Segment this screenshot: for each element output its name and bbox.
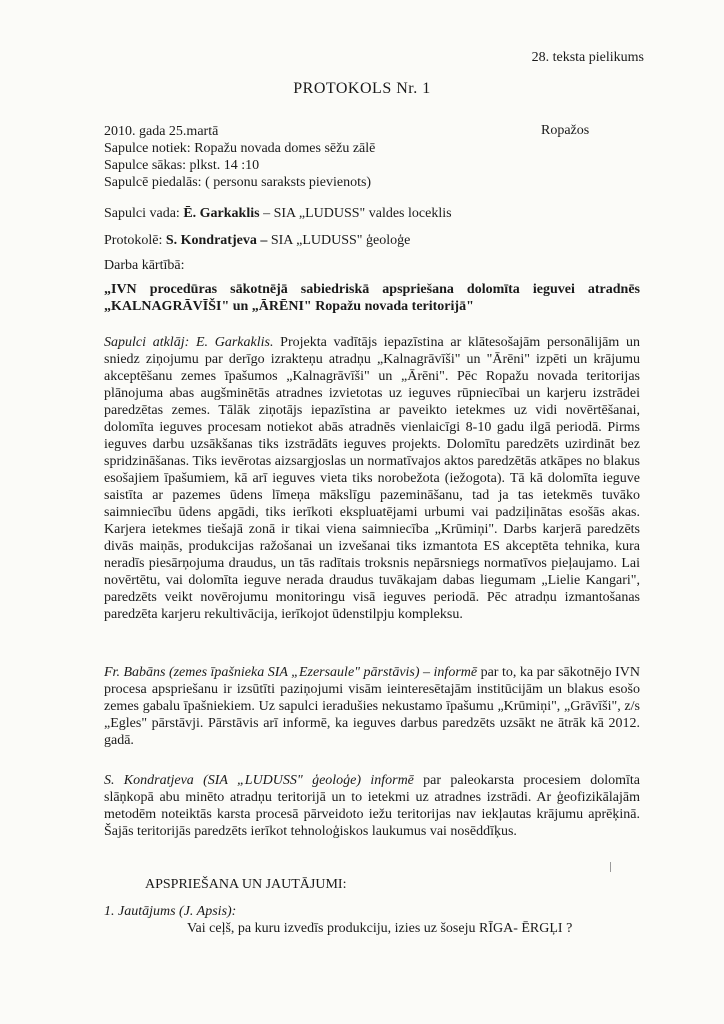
opening-speaker: Sapulci atklāj: E. Garkaklis. (104, 335, 274, 350)
paragraph-kondratjeva (104, 772, 640, 840)
agenda-heading: „IVN procedūras sākotnējā sabiedriskā apspriešana dolomīta ieguvei atradnēs „KALNAGRĀVĪŠI" un „ĀRĒNI" Ropažu novada teritorijā" (104, 282, 640, 314)
paragraph-babans (104, 664, 640, 749)
meeting-meta (104, 123, 375, 191)
chair-label: Sapulci vada: (104, 206, 184, 221)
chair-line (104, 206, 452, 222)
chair-name: Ē. Garkaklis (183, 206, 260, 221)
babans-text: par to, ka par sākotnējo IVN procesa apspriešanu ir izsūtīti paziņojumi visām ieinteresētajām institūcijām un blakus esošo zemes gabalu īpašniekiem. Uz sapulci ieradušies nekustamo īpašumu „Krūmiņi", „Grāvīši", z/s „Egles" pārstāvji. Pārstāvis arī informē, ka ieguves darbus paredzēts uzsākt ne ātrāk kā 2012. gadā. (104, 665, 640, 748)
discussion-heading: APSPRIEŠANA UN JAUTĀJUMI: (145, 877, 347, 892)
protocol-title: PROTOKOLS Nr. 1 (293, 80, 431, 97)
kondratjeva-text: par paleokarsta procesiem dolomīta slāņkopā abu minēto atradņu teritorijā un to ietekmi uz atradnes izstrādi. Ar ģeofizikālajām metodēm noteiktās karsta procesā pārveidoto iežu teritorijas nav iekļautas krājumu aprēķinā. Šajās teritorijās paredzēts ierīkot tehnoloģiskos laukumus vai nosēddīķus. (104, 773, 640, 839)
meeting-place: Ropažos (541, 123, 590, 138)
recorder-line (104, 233, 410, 249)
appendix-label: 28. teksta pielikums (531, 50, 644, 65)
recorder-label: Protokolē: (104, 233, 166, 248)
question-1-text: Vai ceļš, pa kuru izvedīs produkciju, izies uz šoseju RĪGA- ĒRGĻI ? (187, 921, 573, 936)
pencil-mark (610, 862, 611, 872)
meeting-start: Sapulce sākas: plkst. 14 :10 (104, 158, 260, 173)
kondratjeva-speaker: S. Kondratjeva (SIA „LUDUSS" ģeoloģe) informē (104, 773, 414, 788)
meeting-venue: Sapulce notiek: Ropažu novada domes sēžu zālē (104, 141, 376, 156)
recorder-name: S. Kondratjeva – (165, 233, 268, 248)
opening-text: Projekta vadītājs iepazīstina ar klātesošajām personālijām un sniedz ziņojumu par derīgo izrakteņu atradņu „Kalnagrāvīši" un "Ārēni" izpēti un krājumu akceptēšanu zemes īpašumos „Kalnagrāvīši" un „Ārēni". Pēc Ropažu novada teritorijas plānojuma abas augšminētās atradnes izvietotas uz ieguves rūpniecībai un karjeru izstrādei paredzētas zemes. Tālāk ziņotājs iepazīstina ar paveikto ietekmes uz vidi novērtēšanai, dolomīta ieguves procesam notiekot abās atradnēs vienlaicīgi 8-10 gadu ilgā periodā. Pirms ieguves darbu uzsākšanas tiks izstrādāts ieguves projekts. Dolomītu paredzēts uzirdināt bez spridzināšanas. Tiks ievērotas aizsargjoslas un normatīvajos aktos paredzētās atkāpes no blakus esošajiem īpašumiem, kā arī ieguves vieta tiks norobežota (iežogota). Tā kā dolomīta ieguve saistīta ar pazemes ūdens līmeņa mākslīgu pazemināšanu, tad ja tas ietekmēs tuvāko saimniecību ūdens apgādi, tiks ierīkoti ekspluatējami urbumi vai padziļinātas esošās akas. Karjera ietekmes tiešajā zonā ir tikai viena saimniecība „Krūmiņi". Darbs karjerā paredzēts divās maiņās, produkcijas ražošanai un izvešanai tiks izmantota ES akceptēta tehnika, kura neradīs piesārņojuma draudus, un tās radītais troksnis nepārsniegs normatīvos pieļaujamo. Lai novērtētu, vai dolomīta ieguve nerada draudus tuvākajam dabas liegumam „Lielie Kangari", paredzēts veikt novērojumu monitoringu visā ieguves periodā. Pēc atradņu izmantošanas paredzēta karjeru rekultivācija, ierīkojot ūdenstilpju kompleksu. (104, 335, 641, 622)
paragraph-opening (104, 334, 640, 623)
question-1-label: 1. Jautājums (J. Apsis): (104, 904, 237, 919)
meeting-participants: Sapulcē piedalās: ( personu saraksts pievienots) (104, 175, 372, 190)
recorder-role: SIA „LUDUSS" ģeoloģe (267, 233, 411, 248)
agenda-label: Darba kārtībā: (104, 258, 185, 273)
meeting-date: 2010. gada 25.martā (104, 124, 219, 139)
babans-speaker: Fr. Babāns (zemes īpašnieka SIA „Ezersaule" pārstāvis) – informē (104, 665, 478, 680)
chair-role: – SIA „LUDUSS" valdes loceklis (259, 206, 452, 221)
